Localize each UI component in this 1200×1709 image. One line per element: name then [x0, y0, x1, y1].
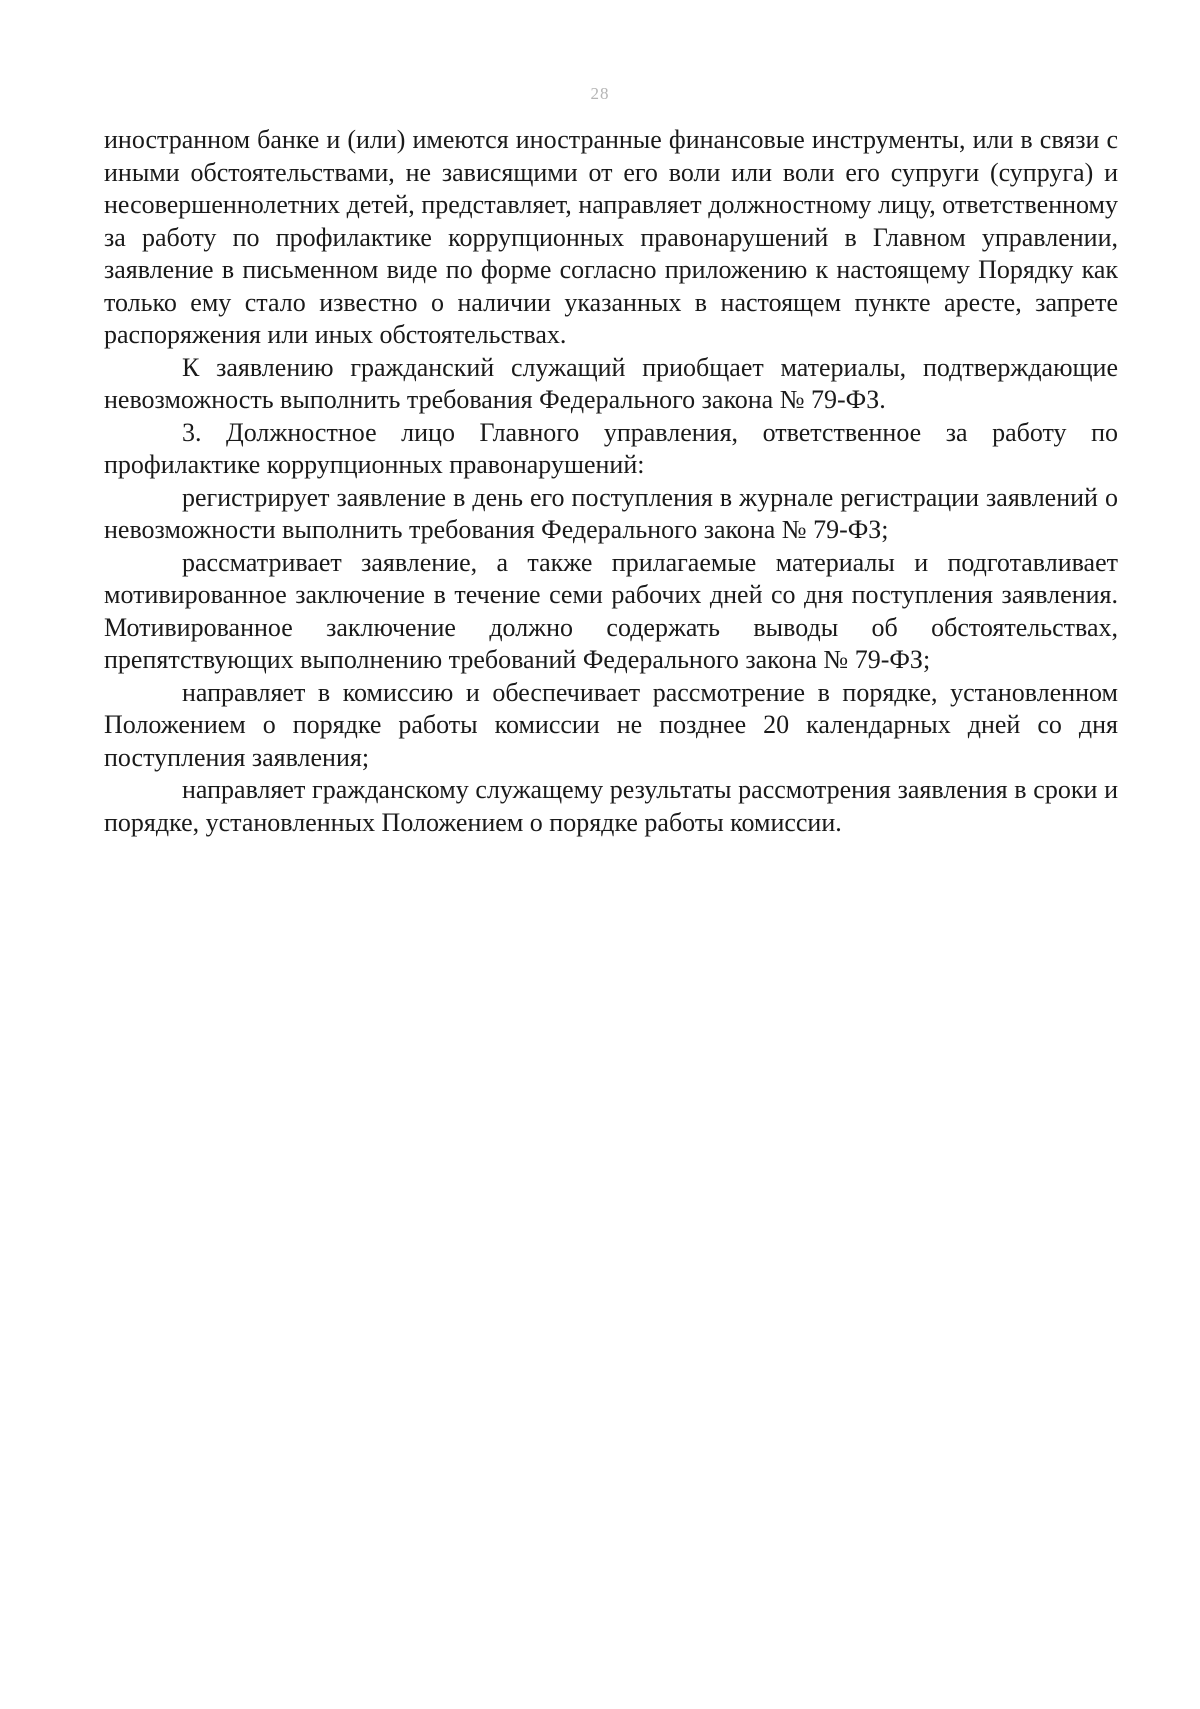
paragraph-considers: рассматривает заявление, а также прилагаемые материалы и подготавливает мотивированное заключение в течение семи рабочих дней со дня поступления заявления. Мотивированное заключение должно содержать выводы об обстоятельствах, препятствующих выполнению требований Федерального закона № 79-ФЗ;: [104, 547, 1118, 674]
paragraph-item-3: 3. Должностное лицо Главного управления, ответственное за работу по профилактике коррупционных правонарушений:: [104, 417, 1118, 479]
document-body: [104, 124, 1118, 839]
paragraph-continuation: иностранном банке и (или) имеются иностранные финансовые инструменты, или в связи с иными обстоятельствами, не зависящими от его воли или воли его супруги (супруга) и несовершеннолетних детей, представляет, направляет должностному лицу, ответственному за работу по профилактике коррупционных правонарушений в Главном управлении, заявление в письменном виде по форме согласно приложению к настоящему Порядку как только ему стало известно о наличии указанных в настоящем пункте аресте, запрете распоряжения или иных обстоятельствах.: [104, 125, 1118, 349]
paragraph-sends-to-commission: направляет в комиссию и обеспечивает рассмотрение в порядке, установленном Положением о порядке работы комиссии не позднее 20 календарных дней со дня поступления заявления;: [104, 677, 1118, 772]
page-number: 28: [590, 84, 610, 103]
paragraph-sends-results: направляет гражданскому служащему результаты рассмотрения заявления в сроки и порядке, установленных Положением о порядке работы комиссии.: [104, 775, 1118, 837]
paragraph-attachments: К заявлению гражданский служащий приобщает материалы, подтверждающие невозможность выполнить требования Федерального закона № 79-ФЗ.: [104, 352, 1118, 414]
paragraph-registers: регистрирует заявление в день его поступления в журнале регистрации заявлений о невозможности выполнить требования Федерального закона № 79-ФЗ;: [104, 482, 1118, 544]
